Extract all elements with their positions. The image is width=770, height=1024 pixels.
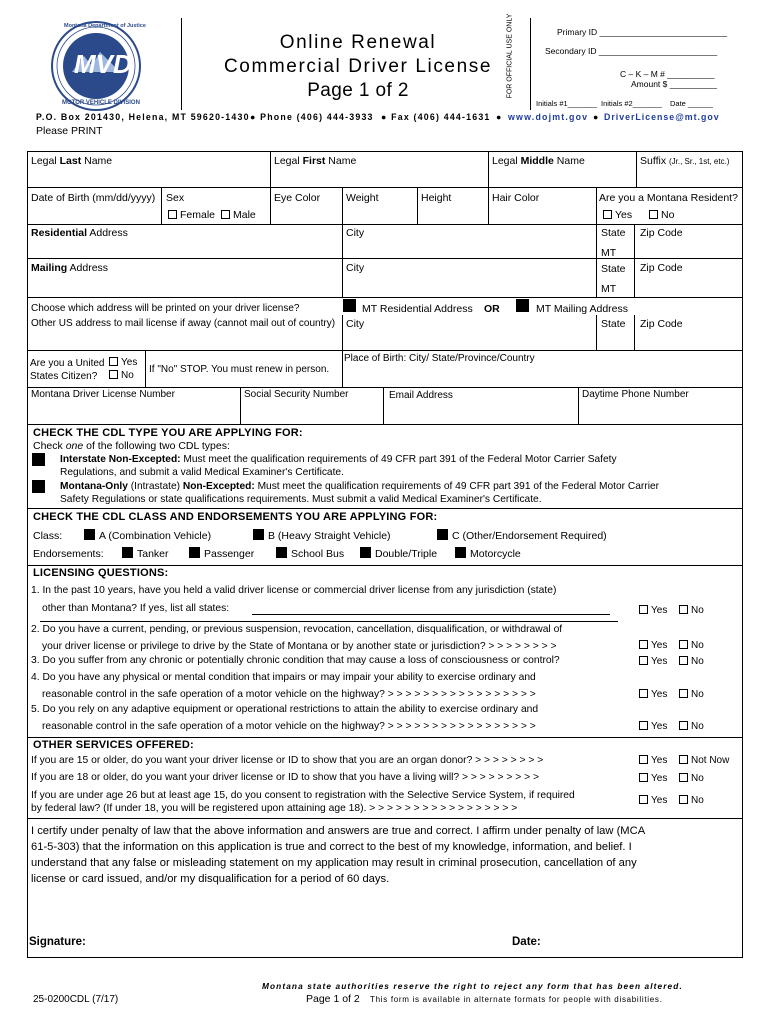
- daytime-phone-field[interactable]: Daytime Phone Number: [582, 389, 689, 400]
- q5-no[interactable]: No: [679, 721, 704, 733]
- montana-only-checkbox[interactable]: [32, 480, 45, 493]
- q1-yes[interactable]: Yes: [639, 605, 667, 617]
- organ-donor-yes[interactable]: Yes: [639, 755, 667, 767]
- agency-address: P.O. Box 201430, Helena, MT 59620-1430: [36, 112, 250, 122]
- mailing-city-field[interactable]: City: [346, 262, 365, 274]
- agency-fax: ● Fax (406) 444-1631: [381, 112, 491, 122]
- no-checkbox[interactable]: [679, 605, 688, 614]
- double-triple-option[interactable]: Double/Triple: [360, 547, 437, 560]
- mt-resident-yes[interactable]: Yes: [603, 209, 632, 221]
- q3-no[interactable]: No: [679, 656, 704, 668]
- question-4-cont: reasonable control in the safe operation of a motor vehicle on the highway? > > > > > > > > > > > > > > > > >: [42, 689, 536, 700]
- dob-field[interactable]: Date of Birth (mm/dd/yyyy): [31, 192, 156, 204]
- other-us-city-field[interactable]: City: [346, 318, 365, 330]
- eye-color-field[interactable]: Eye Color: [274, 192, 321, 204]
- living-will-no[interactable]: No: [679, 773, 704, 785]
- no-checkbox[interactable]: [109, 370, 118, 379]
- q4-no[interactable]: No: [679, 689, 704, 701]
- logo-ring-bottom: MOTOR VEHICLE DIVISION: [62, 100, 140, 106]
- bullet: ●: [593, 112, 599, 122]
- question-5-cont: reasonable control in the safe operation of a motor vehicle on the highway? > > > > > > > > > > > > > > > > >: [42, 721, 536, 732]
- yes-checkbox[interactable]: [639, 640, 648, 649]
- other-us-state-field[interactable]: State: [601, 318, 626, 330]
- montana-only-option[interactable]: Montana-Only (Intrastate) Non-Excepted: Must meet the qualification requirements of 49 CFR part 391 of the Federal Motor Carrier Safety Regulations or state qualifications requirements. Must submit a valid Medical Examiner's Certificate.: [60, 481, 660, 505]
- date-label: Date:: [512, 936, 541, 948]
- page-indicator: Page 1 of 2: [307, 80, 409, 101]
- no-checkbox[interactable]: [679, 721, 688, 730]
- interstate-checkbox[interactable]: [32, 453, 45, 466]
- if-no-stop-notice: If "No" STOP. You must renew in person.: [149, 364, 330, 375]
- q1-no[interactable]: No: [679, 605, 704, 617]
- form-number: 25-0200CDL (7/17): [33, 994, 119, 1005]
- mt-residential-option[interactable]: MT Residential Address: [362, 303, 473, 315]
- logo-ring-top: Montana Department of Justice: [64, 23, 146, 29]
- suffix-field[interactable]: Suffix (Jr., Sr., 1st, etc.): [640, 155, 730, 167]
- mt-mailing-option[interactable]: MT Mailing Address: [536, 303, 629, 315]
- us-citizen-yes[interactable]: Yes: [109, 357, 137, 369]
- sex-male-option[interactable]: Male: [221, 209, 256, 221]
- email-field[interactable]: Email Address: [389, 390, 453, 401]
- reserve-right-notice: Montana state authorities reserve the right to reject any form that has been altered.: [262, 981, 683, 991]
- q5-yes[interactable]: Yes: [639, 721, 667, 733]
- class-b-option[interactable]: B (Heavy Straight Vehicle): [253, 529, 391, 542]
- endorsements-label: Endorsements:: [33, 548, 104, 560]
- motorcycle-checkbox[interactable]: [455, 547, 466, 558]
- question-5: 5. Do you rely on any adaptive equipment or operational restrictions to attain the ability to exercise ordinary and: [31, 704, 539, 715]
- header-divider-right: [530, 18, 531, 110]
- class-a-option[interactable]: A (Combination Vehicle): [84, 529, 211, 542]
- yes-checkbox[interactable]: [639, 795, 648, 804]
- weight-field[interactable]: Weight: [346, 192, 379, 204]
- form-title-line1: Online Renewal: [279, 32, 437, 53]
- residential-city-field[interactable]: City: [346, 227, 365, 239]
- passenger-option[interactable]: Passenger: [189, 547, 254, 560]
- cdl-type-heading: CHECK THE CDL TYPE YOU ARE APPLYING FOR:: [33, 427, 303, 439]
- tanker-checkbox[interactable]: [122, 547, 133, 558]
- legal-last-name-field[interactable]: Legal Last Name: [31, 155, 113, 167]
- q3-yes[interactable]: Yes: [639, 656, 667, 668]
- selective-service-yes[interactable]: Yes: [639, 795, 667, 807]
- organ-donor-question: If you are 15 or older, do you want your driver license or ID to show that you are an organ donor? > > > > > > > >: [31, 755, 544, 766]
- yes-checkbox[interactable]: [639, 605, 648, 614]
- agency-email-link[interactable]: DriverLicense@mt.gov: [604, 112, 720, 122]
- not-now-checkbox[interactable]: [679, 755, 688, 764]
- yes-checkbox[interactable]: [639, 755, 648, 764]
- legal-middle-name-field[interactable]: Legal Middle Name: [492, 155, 585, 167]
- cdl-class-heading: CHECK THE CDL CLASS AND ENDORSEMENTS YOU ARE APPLYING FOR:: [33, 511, 438, 523]
- selective-service-question-cont: by federal law? (If under 18, you will be registered upon attaining age 18). > > > > > > > > > > > > > > > > >: [31, 803, 518, 814]
- residential-zip-field[interactable]: Zip Code: [640, 227, 683, 239]
- official-use-label: FOR OFFICIAL USE ONLY: [506, 13, 514, 99]
- question-4: 4. Do you have any physical or mental condition that impairs or may impair your ability to exercise ordinary and: [31, 672, 536, 683]
- no-checkbox[interactable]: [649, 210, 658, 219]
- secondary-id-field[interactable]: Secondary ID _________________________: [545, 46, 718, 56]
- no-checkbox[interactable]: [679, 689, 688, 698]
- mt-resident-no[interactable]: No: [649, 209, 674, 221]
- selective-service-question: If you are under age 26 but at least age 15, do you consent to registration with the Selective Service System, if required: [31, 790, 575, 801]
- agency-phone: ● Phone (406) 444-3933: [250, 112, 374, 122]
- us-citizen-question: Are you a United States Citizen?: [30, 358, 105, 382]
- question-2: 2. Do you have a current, pending, or previous suspension, revocation, cancellation, disqualification, or withdrawal of: [31, 624, 563, 635]
- mailing-state-value: MT: [601, 283, 617, 295]
- header-divider-left: [181, 18, 182, 110]
- no-checkbox[interactable]: [679, 656, 688, 665]
- question-2-cont: your driver license or privilege to drive by the State of Montana or by another state or jurisdiction? > > > > > > > >: [42, 641, 557, 652]
- form-title-line2: Commercial Driver License: [223, 56, 493, 77]
- residential-state-label: State: [601, 227, 626, 239]
- sex-label: Sex: [166, 192, 185, 204]
- mailing-address-field[interactable]: Mailing Address: [31, 262, 109, 274]
- class-c-checkbox[interactable]: [437, 529, 448, 540]
- living-will-yes[interactable]: Yes: [639, 773, 667, 785]
- selective-service-no[interactable]: No: [679, 795, 704, 807]
- yes-checkbox[interactable]: [639, 689, 648, 698]
- place-of-birth-field[interactable]: Place of Birth: City/ State/Province/Country: [344, 353, 535, 364]
- organ-donor-not-now[interactable]: Not Now: [679, 755, 729, 767]
- female-checkbox[interactable]: [168, 210, 177, 219]
- question-1-cont: other than Montana? If yes, list all states:: [42, 603, 230, 614]
- hair-color-field[interactable]: Hair Color: [492, 192, 540, 204]
- motorcycle-option[interactable]: Motorcycle: [455, 547, 521, 560]
- states-line-2[interactable]: [40, 621, 618, 622]
- licensing-heading: LICENSING QUESTIONS:: [33, 567, 169, 579]
- school-bus-option[interactable]: School Bus: [276, 547, 344, 560]
- no-checkbox[interactable]: [679, 795, 688, 804]
- initials1-field[interactable]: Initials #1_______: [536, 99, 597, 108]
- no-checkbox[interactable]: [679, 640, 688, 649]
- question-3: 3. Do you suffer from any chronic or potentially chronic condition that may cause a loss of consciousness or control?: [31, 655, 560, 666]
- yes-checkbox[interactable]: [639, 721, 648, 730]
- class-c-option[interactable]: C (Other/Endorsement Required): [437, 529, 607, 542]
- q4-yes[interactable]: Yes: [639, 689, 667, 701]
- interstate-option[interactable]: Interstate Non-Excepted: Must meet the qualification requirements of 49 CFR part 391 of the Federal Motor Carrier Safety Regulations, and submit a valid Medical Examiner's Certificate.: [60, 454, 617, 478]
- choose-address-question: Choose which address will be printed on your driver license?: [31, 303, 300, 314]
- initials2-field[interactable]: Initials #2_______: [601, 99, 662, 108]
- signature-label: Signature:: [29, 936, 86, 948]
- class-label: Class:: [33, 530, 63, 542]
- states-line[interactable]: [252, 614, 610, 615]
- logo-text: MVD: [74, 49, 132, 79]
- sex-female-option[interactable]: Female: [168, 209, 215, 221]
- class-b-checkbox[interactable]: [253, 529, 264, 540]
- tanker-option[interactable]: Tanker: [122, 547, 169, 560]
- mt-mailing-checkbox[interactable]: [516, 299, 529, 312]
- male-checkbox[interactable]: [221, 210, 230, 219]
- mt-resident-question: Are you a Montana Resident?: [599, 192, 738, 204]
- agency-website-link[interactable]: www.dojmt.gov: [508, 112, 589, 122]
- cdl-type-instruction: Check one of the following two CDL types:: [33, 440, 230, 452]
- no-checkbox[interactable]: [679, 773, 688, 782]
- footer-page-indicator: Page 1 of 2: [306, 993, 360, 1005]
- mvd-logo: [50, 20, 146, 112]
- please-print-note: Please PRINT: [36, 125, 103, 137]
- alternate-formats-notice: This form is available in alternate formats for people with disabilities.: [370, 995, 663, 1004]
- us-citizen-no[interactable]: No: [109, 370, 134, 382]
- yes-checkbox[interactable]: [639, 656, 648, 665]
- living-will-question: If you are 18 or older, do you want your driver license or ID to show that you have a living will? > > > > > > > > >: [31, 772, 539, 783]
- double-triple-checkbox[interactable]: [360, 547, 371, 558]
- q2-no[interactable]: No: [679, 640, 704, 652]
- yes-checkbox[interactable]: [603, 210, 612, 219]
- other-services-heading: OTHER SERVICES OFFERED:: [33, 739, 194, 751]
- ssn-field[interactable]: Social Security Number: [244, 389, 349, 400]
- legal-first-name-field[interactable]: Legal First Name: [274, 155, 357, 167]
- bullet: ●: [496, 112, 502, 122]
- mt-dl-number-field[interactable]: Montana Driver License Number: [31, 389, 175, 400]
- date-field-official[interactable]: Date ______: [670, 99, 713, 108]
- primary-id-field[interactable]: Primary ID ___________________________: [557, 27, 728, 37]
- certification-text: I certify under penalty of law that the above information and answers are true and correct. I affirm under penalty of law (MCA 61-5-303) that the information on this application is true and correct to the best of my knowledge, information, and belief. I understand that any false or misleading statement on my application may result in criminal prosecution, cancellation of any license or card issued, and/or my disqualification for a period of 60 days.: [31, 825, 646, 885]
- or-label: OR: [484, 303, 500, 315]
- ckm-field[interactable]: C – K – M # __________: [620, 69, 715, 79]
- other-us-zip-field[interactable]: Zip Code: [640, 318, 683, 330]
- class-a-checkbox[interactable]: [84, 529, 95, 540]
- yes-checkbox[interactable]: [639, 773, 648, 782]
- amount-field[interactable]: Amount $ __________: [631, 79, 718, 89]
- residential-state-value: MT: [601, 247, 617, 259]
- mailing-state-label: State: [601, 263, 626, 275]
- mailing-zip-field[interactable]: Zip Code: [640, 262, 683, 274]
- signature-field[interactable]: [92, 932, 502, 952]
- height-field[interactable]: Height: [421, 192, 452, 204]
- date-field[interactable]: [548, 932, 738, 952]
- school-bus-checkbox[interactable]: [276, 547, 287, 558]
- mt-residential-checkbox[interactable]: [343, 299, 356, 312]
- question-1: 1. In the past 10 years, have you held a valid driver license or commercial driver license from any jurisdiction (state): [31, 585, 557, 596]
- other-us-address-field[interactable]: Other US address to mail license if away (cannot mail out of country): [31, 318, 336, 329]
- q2-yes[interactable]: Yes: [639, 640, 667, 652]
- yes-checkbox[interactable]: [109, 357, 118, 366]
- passenger-checkbox[interactable]: [189, 547, 200, 558]
- residential-address-field[interactable]: Residential Address: [31, 227, 128, 239]
